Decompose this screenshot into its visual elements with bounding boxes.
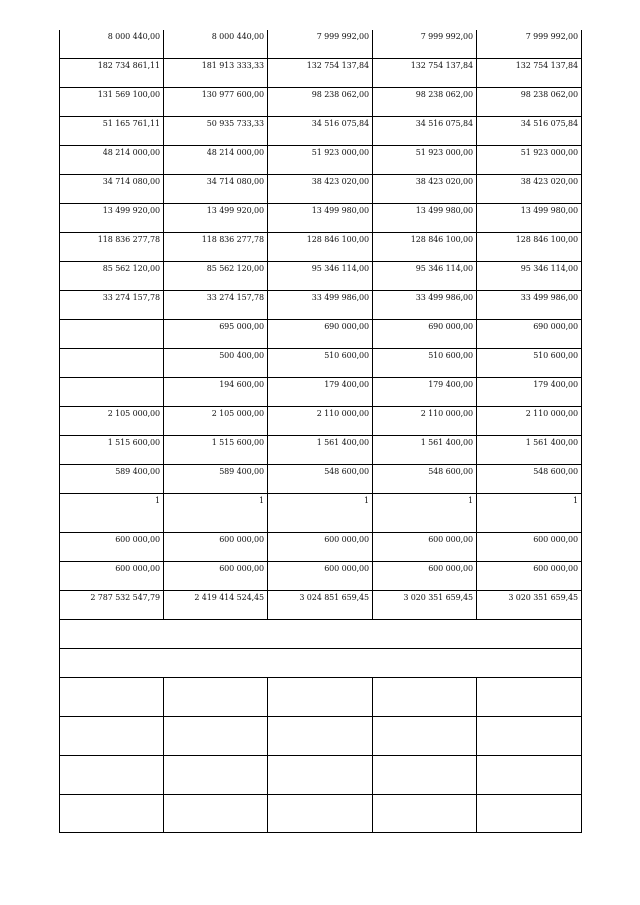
table-cell: 118 836 277,78 bbox=[164, 233, 268, 262]
table-row bbox=[60, 407, 582, 436]
table-row bbox=[60, 533, 582, 562]
table-cell: 85 562 120,00 bbox=[60, 262, 164, 291]
table-cell: 589 400,00 bbox=[164, 465, 268, 494]
table-cell: 132 754 137,84 bbox=[268, 59, 373, 88]
table-cell bbox=[60, 795, 164, 833]
table-cell: 132 754 137,84 bbox=[477, 59, 582, 88]
table-cell bbox=[477, 717, 582, 756]
table-cell: 182 734 861,11 bbox=[60, 59, 164, 88]
table-cell: 2 105 000,00 bbox=[60, 407, 164, 436]
table-cell: 33 499 986,00 bbox=[373, 291, 477, 320]
table-cell: 2 110 000,00 bbox=[268, 407, 373, 436]
table-cell: 95 346 114,00 bbox=[268, 262, 373, 291]
budget-table-body bbox=[60, 30, 582, 833]
table-cell: 38 423 020,00 bbox=[373, 175, 477, 204]
table-cell: 33 499 986,00 bbox=[268, 291, 373, 320]
table-cell: 34 516 075,84 bbox=[477, 117, 582, 146]
table-cell bbox=[60, 320, 164, 349]
table-cell: 1 bbox=[164, 494, 268, 533]
table-cell: 500 400,00 bbox=[164, 349, 268, 378]
table-row bbox=[60, 436, 582, 465]
table-cell: 33 274 157,78 bbox=[60, 291, 164, 320]
table-cell: 85 562 120,00 bbox=[164, 262, 268, 291]
table-cell: 128 846 100,00 bbox=[477, 233, 582, 262]
table-cell: 38 423 020,00 bbox=[477, 175, 582, 204]
table-cell: 548 600,00 bbox=[477, 465, 582, 494]
table-cell: 7 999 992,00 bbox=[268, 30, 373, 59]
table-row bbox=[60, 320, 582, 349]
table-row bbox=[60, 717, 582, 756]
table-row bbox=[60, 30, 582, 59]
table-cell: 8 000 440,00 bbox=[164, 30, 268, 59]
table-cell bbox=[477, 678, 582, 717]
table-cell: 34 516 075,84 bbox=[268, 117, 373, 146]
table-cell bbox=[60, 756, 164, 795]
table-cell bbox=[60, 717, 164, 756]
section-cell bbox=[60, 649, 582, 678]
table-cell: 600 000,00 bbox=[268, 562, 373, 591]
table-cell: 3 024 851 659,45 bbox=[268, 591, 373, 620]
table-cell: 1 561 400,00 bbox=[373, 436, 477, 465]
table-row bbox=[60, 756, 582, 795]
table-cell: 48 214 000,00 bbox=[60, 146, 164, 175]
table-cell bbox=[60, 378, 164, 407]
table-cell: 2 787 532 547,79 bbox=[60, 591, 164, 620]
table-row bbox=[60, 146, 582, 175]
table-row bbox=[60, 88, 582, 117]
table-cell: 600 000,00 bbox=[60, 562, 164, 591]
table-cell bbox=[373, 678, 477, 717]
table-row bbox=[60, 175, 582, 204]
table-cell: 118 836 277,78 bbox=[60, 233, 164, 262]
budget-table-page bbox=[59, 30, 581, 833]
table-cell: 600 000,00 bbox=[268, 533, 373, 562]
table-cell: 98 238 062,00 bbox=[477, 88, 582, 117]
table-cell: 51 923 000,00 bbox=[268, 146, 373, 175]
table-cell: 98 238 062,00 bbox=[373, 88, 477, 117]
table-row bbox=[60, 465, 582, 494]
table-cell bbox=[60, 349, 164, 378]
table-row bbox=[60, 378, 582, 407]
table-cell: 2 105 000,00 bbox=[164, 407, 268, 436]
table-row bbox=[60, 262, 582, 291]
table-cell: 50 935 733,33 bbox=[164, 117, 268, 146]
table-cell: 600 000,00 bbox=[164, 562, 268, 591]
table-cell: 194 600,00 bbox=[164, 378, 268, 407]
table-row bbox=[60, 591, 582, 620]
budget-table bbox=[59, 30, 582, 833]
table-cell: 13 499 920,00 bbox=[164, 204, 268, 233]
table-cell bbox=[373, 756, 477, 795]
table-row bbox=[60, 117, 582, 146]
table-cell bbox=[60, 678, 164, 717]
table-cell bbox=[164, 678, 268, 717]
table-cell: 1 561 400,00 bbox=[477, 436, 582, 465]
table-cell: 7 999 992,00 bbox=[373, 30, 477, 59]
table-row bbox=[60, 494, 582, 533]
table-cell: 1 515 600,00 bbox=[60, 436, 164, 465]
table-cell: 95 346 114,00 bbox=[477, 262, 582, 291]
table-row bbox=[60, 678, 582, 717]
section-row bbox=[60, 649, 582, 678]
section-row bbox=[60, 620, 582, 649]
table-cell: 33 274 157,78 bbox=[164, 291, 268, 320]
table-cell: 128 846 100,00 bbox=[373, 233, 477, 262]
table-cell: 98 238 062,00 bbox=[268, 88, 373, 117]
table-cell: 1 561 400,00 bbox=[268, 436, 373, 465]
table-row bbox=[60, 349, 582, 378]
table-cell: 130 977 600,00 bbox=[164, 88, 268, 117]
table-cell: 179 400,00 bbox=[373, 378, 477, 407]
table-cell: 51 923 000,00 bbox=[373, 146, 477, 175]
table-cell: 34 714 080,00 bbox=[164, 175, 268, 204]
table-row bbox=[60, 562, 582, 591]
table-cell bbox=[164, 717, 268, 756]
table-cell bbox=[373, 717, 477, 756]
table-cell bbox=[268, 756, 373, 795]
table-cell: 510 600,00 bbox=[477, 349, 582, 378]
section-cell bbox=[60, 620, 582, 649]
table-cell: 7 999 992,00 bbox=[477, 30, 582, 59]
table-cell: 38 423 020,00 bbox=[268, 175, 373, 204]
table-cell: 600 000,00 bbox=[164, 533, 268, 562]
table-cell bbox=[268, 678, 373, 717]
table-cell bbox=[164, 756, 268, 795]
table-cell bbox=[268, 717, 373, 756]
table-row bbox=[60, 204, 582, 233]
table-cell: 131 569 100,00 bbox=[60, 88, 164, 117]
table-cell: 695 000,00 bbox=[164, 320, 268, 349]
table-cell: 2 419 414 524,45 bbox=[164, 591, 268, 620]
table-cell: 181 913 333,33 bbox=[164, 59, 268, 88]
table-cell: 34 516 075,84 bbox=[373, 117, 477, 146]
table-cell bbox=[373, 795, 477, 833]
table-cell: 600 000,00 bbox=[60, 533, 164, 562]
table-cell: 3 020 351 659,45 bbox=[477, 591, 582, 620]
table-cell: 2 110 000,00 bbox=[373, 407, 477, 436]
table-cell: 8 000 440,00 bbox=[60, 30, 164, 59]
table-cell: 179 400,00 bbox=[477, 378, 582, 407]
table-cell: 132 754 137,84 bbox=[373, 59, 477, 88]
table-cell: 13 499 980,00 bbox=[477, 204, 582, 233]
table-row bbox=[60, 291, 582, 320]
table-cell: 600 000,00 bbox=[477, 533, 582, 562]
table-cell: 600 000,00 bbox=[373, 562, 477, 591]
table-cell: 589 400,00 bbox=[60, 465, 164, 494]
table-cell: 95 346 114,00 bbox=[373, 262, 477, 291]
table-cell: 1 bbox=[477, 494, 582, 533]
table-row bbox=[60, 795, 582, 833]
table-cell: 33 499 986,00 bbox=[477, 291, 582, 320]
table-cell: 1 515 600,00 bbox=[164, 436, 268, 465]
table-cell: 179 400,00 bbox=[268, 378, 373, 407]
table-row bbox=[60, 233, 582, 262]
table-cell: 48 214 000,00 bbox=[164, 146, 268, 175]
table-cell: 51 165 761,11 bbox=[60, 117, 164, 146]
table-cell bbox=[164, 795, 268, 833]
table-cell: 510 600,00 bbox=[268, 349, 373, 378]
table-cell: 1 bbox=[268, 494, 373, 533]
table-cell bbox=[477, 756, 582, 795]
table-cell: 34 714 080,00 bbox=[60, 175, 164, 204]
table-cell: 13 499 980,00 bbox=[373, 204, 477, 233]
table-cell: 510 600,00 bbox=[373, 349, 477, 378]
table-cell bbox=[477, 795, 582, 833]
table-cell: 690 000,00 bbox=[477, 320, 582, 349]
table-cell: 13 499 980,00 bbox=[268, 204, 373, 233]
table-cell: 3 020 351 659,45 bbox=[373, 591, 477, 620]
table-cell: 600 000,00 bbox=[373, 533, 477, 562]
table-cell: 128 846 100,00 bbox=[268, 233, 373, 262]
table-cell: 690 000,00 bbox=[373, 320, 477, 349]
table-cell: 51 923 000,00 bbox=[477, 146, 582, 175]
table-cell: 548 600,00 bbox=[373, 465, 477, 494]
table-cell: 1 bbox=[60, 494, 164, 533]
table-row bbox=[60, 59, 582, 88]
table-cell: 2 110 000,00 bbox=[477, 407, 582, 436]
table-cell: 1 bbox=[373, 494, 477, 533]
table-cell: 548 600,00 bbox=[268, 465, 373, 494]
table-cell: 13 499 920,00 bbox=[60, 204, 164, 233]
table-cell: 690 000,00 bbox=[268, 320, 373, 349]
table-cell bbox=[268, 795, 373, 833]
table-cell: 600 000,00 bbox=[477, 562, 582, 591]
